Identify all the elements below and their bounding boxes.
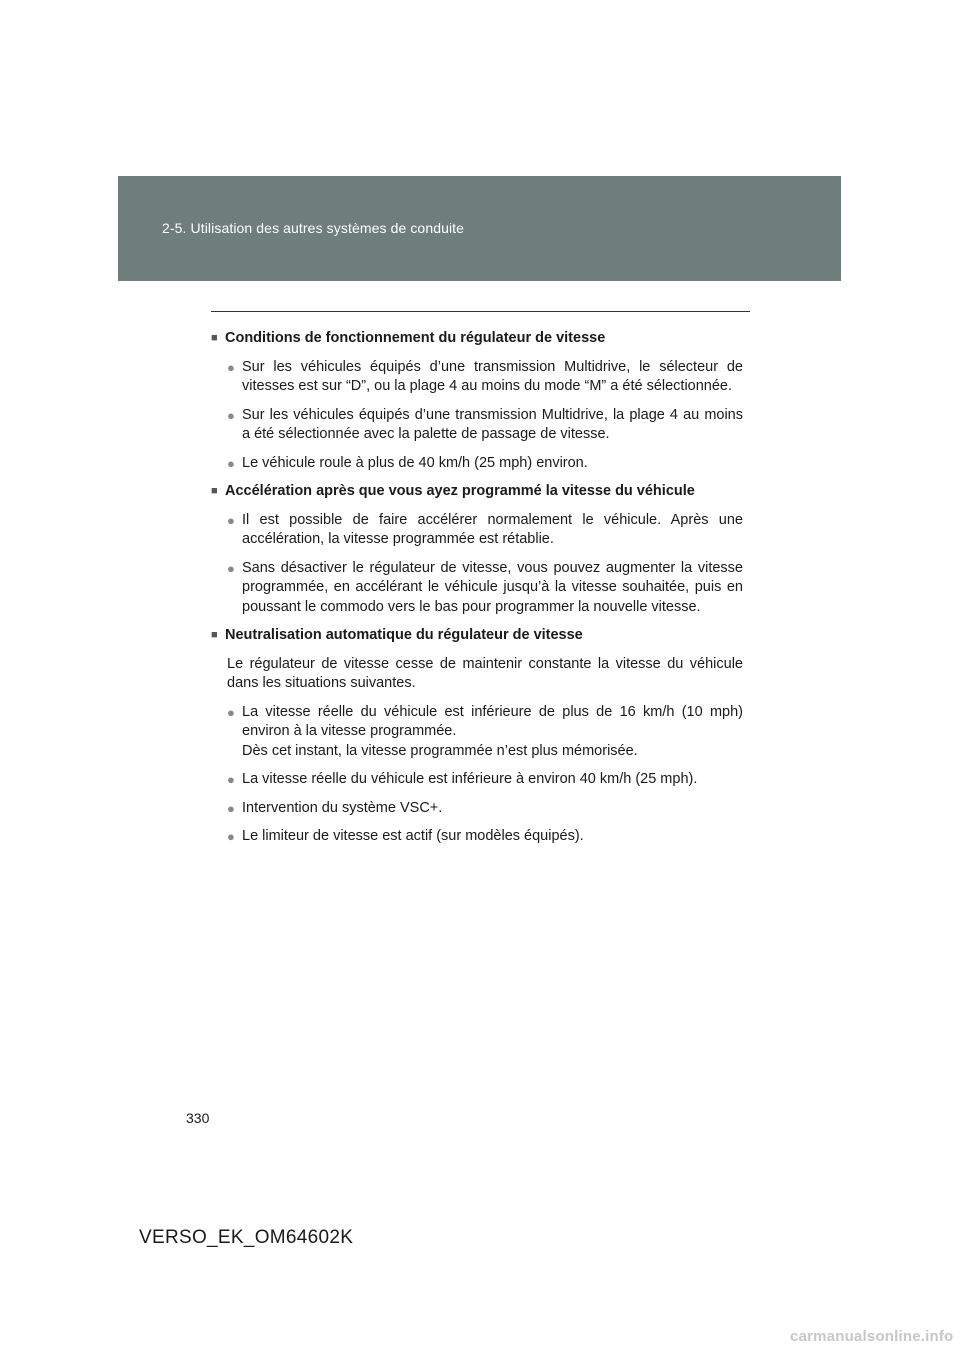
square-bullet-icon: ■ [211,629,218,641]
circle-bullet-icon: ● [227,704,235,720]
section-title: 2-5. Utilisation des autres systèmes de conduite [162,220,465,236]
document-code: VERSO_EK_OM64602K [139,1227,354,1248]
list-item: ● Sans désactiver le régulateur de vitesse, vous pouvez augmenter la vitesse programmée, en accélérant le véhicule jusqu’à la vitesse souhaitée, puis en poussant le commodo vers le bas pour programmer la nouvelle vitesse. [227,559,743,618]
section-heading: ■ Conditions de fonctionnement du régulateur de vitesse [211,329,743,349]
list-item: ● La vitesse réelle du véhicule est inférieure à environ 40 km/h (25 mph). [227,770,743,790]
list-item: ● Le limiteur de vitesse est actif (sur modèles équipés). [227,827,743,847]
circle-bullet-icon: ● [227,407,235,423]
section-heading: ■ Neutralisation automatique du régulateur de vitesse [211,626,743,646]
circle-bullet-icon: ● [227,829,235,844]
list-item: ● Sur les véhicules équipés d’une transmission Multidrive, la plage 4 au moins a été sélectionnée avec la palette de passage de vitesse. [227,406,743,445]
list-item: ● La vitesse réelle du véhicule est inférieure de plus de 16 km/h (10 mph) environ à la vitesse programmée. Dès cet instant, la vitesse programmée n’est plus mémorisée. [227,703,743,762]
list-item: ● Sur les véhicules équipés d’une transmission Multidrive, le sélecteur de vitesses est sur “D”, ou la plage 4 au moins du mode “M” a été sélectionnée. [227,358,743,397]
page-number: 330 [186,1110,210,1126]
header-band [118,176,841,281]
square-bullet-icon: ■ [211,332,218,344]
circle-bullet-icon: ● [227,512,235,528]
circle-bullet-icon: ● [227,800,235,816]
circle-bullet-icon: ● [227,560,235,576]
list-item: ● Intervention du système VSC+. [227,799,743,819]
list-item: ● Le véhicule roule à plus de 40 km/h (25 mph) environ. [227,454,743,474]
square-bullet-icon: ■ [211,485,218,497]
watermark: carmanualsonline.info [790,1328,954,1345]
list-item: ● Il est possible de faire accélérer normalement le véhicule. Après une accélération, la vitesse programmée est rétablie. [227,511,743,550]
section-heading: ■ Accélération après que vous ayez programmé la vitesse du véhicule [211,482,743,502]
section-intro: Le régulateur de vitesse cesse de maintenir constante la vitesse du véhicule dans les situations suivantes. [227,655,743,691]
divider [211,311,750,312]
circle-bullet-icon: ● [227,772,235,787]
circle-bullet-icon: ● [227,359,235,375]
content [211,329,743,856]
circle-bullet-icon: ● [227,455,235,471]
